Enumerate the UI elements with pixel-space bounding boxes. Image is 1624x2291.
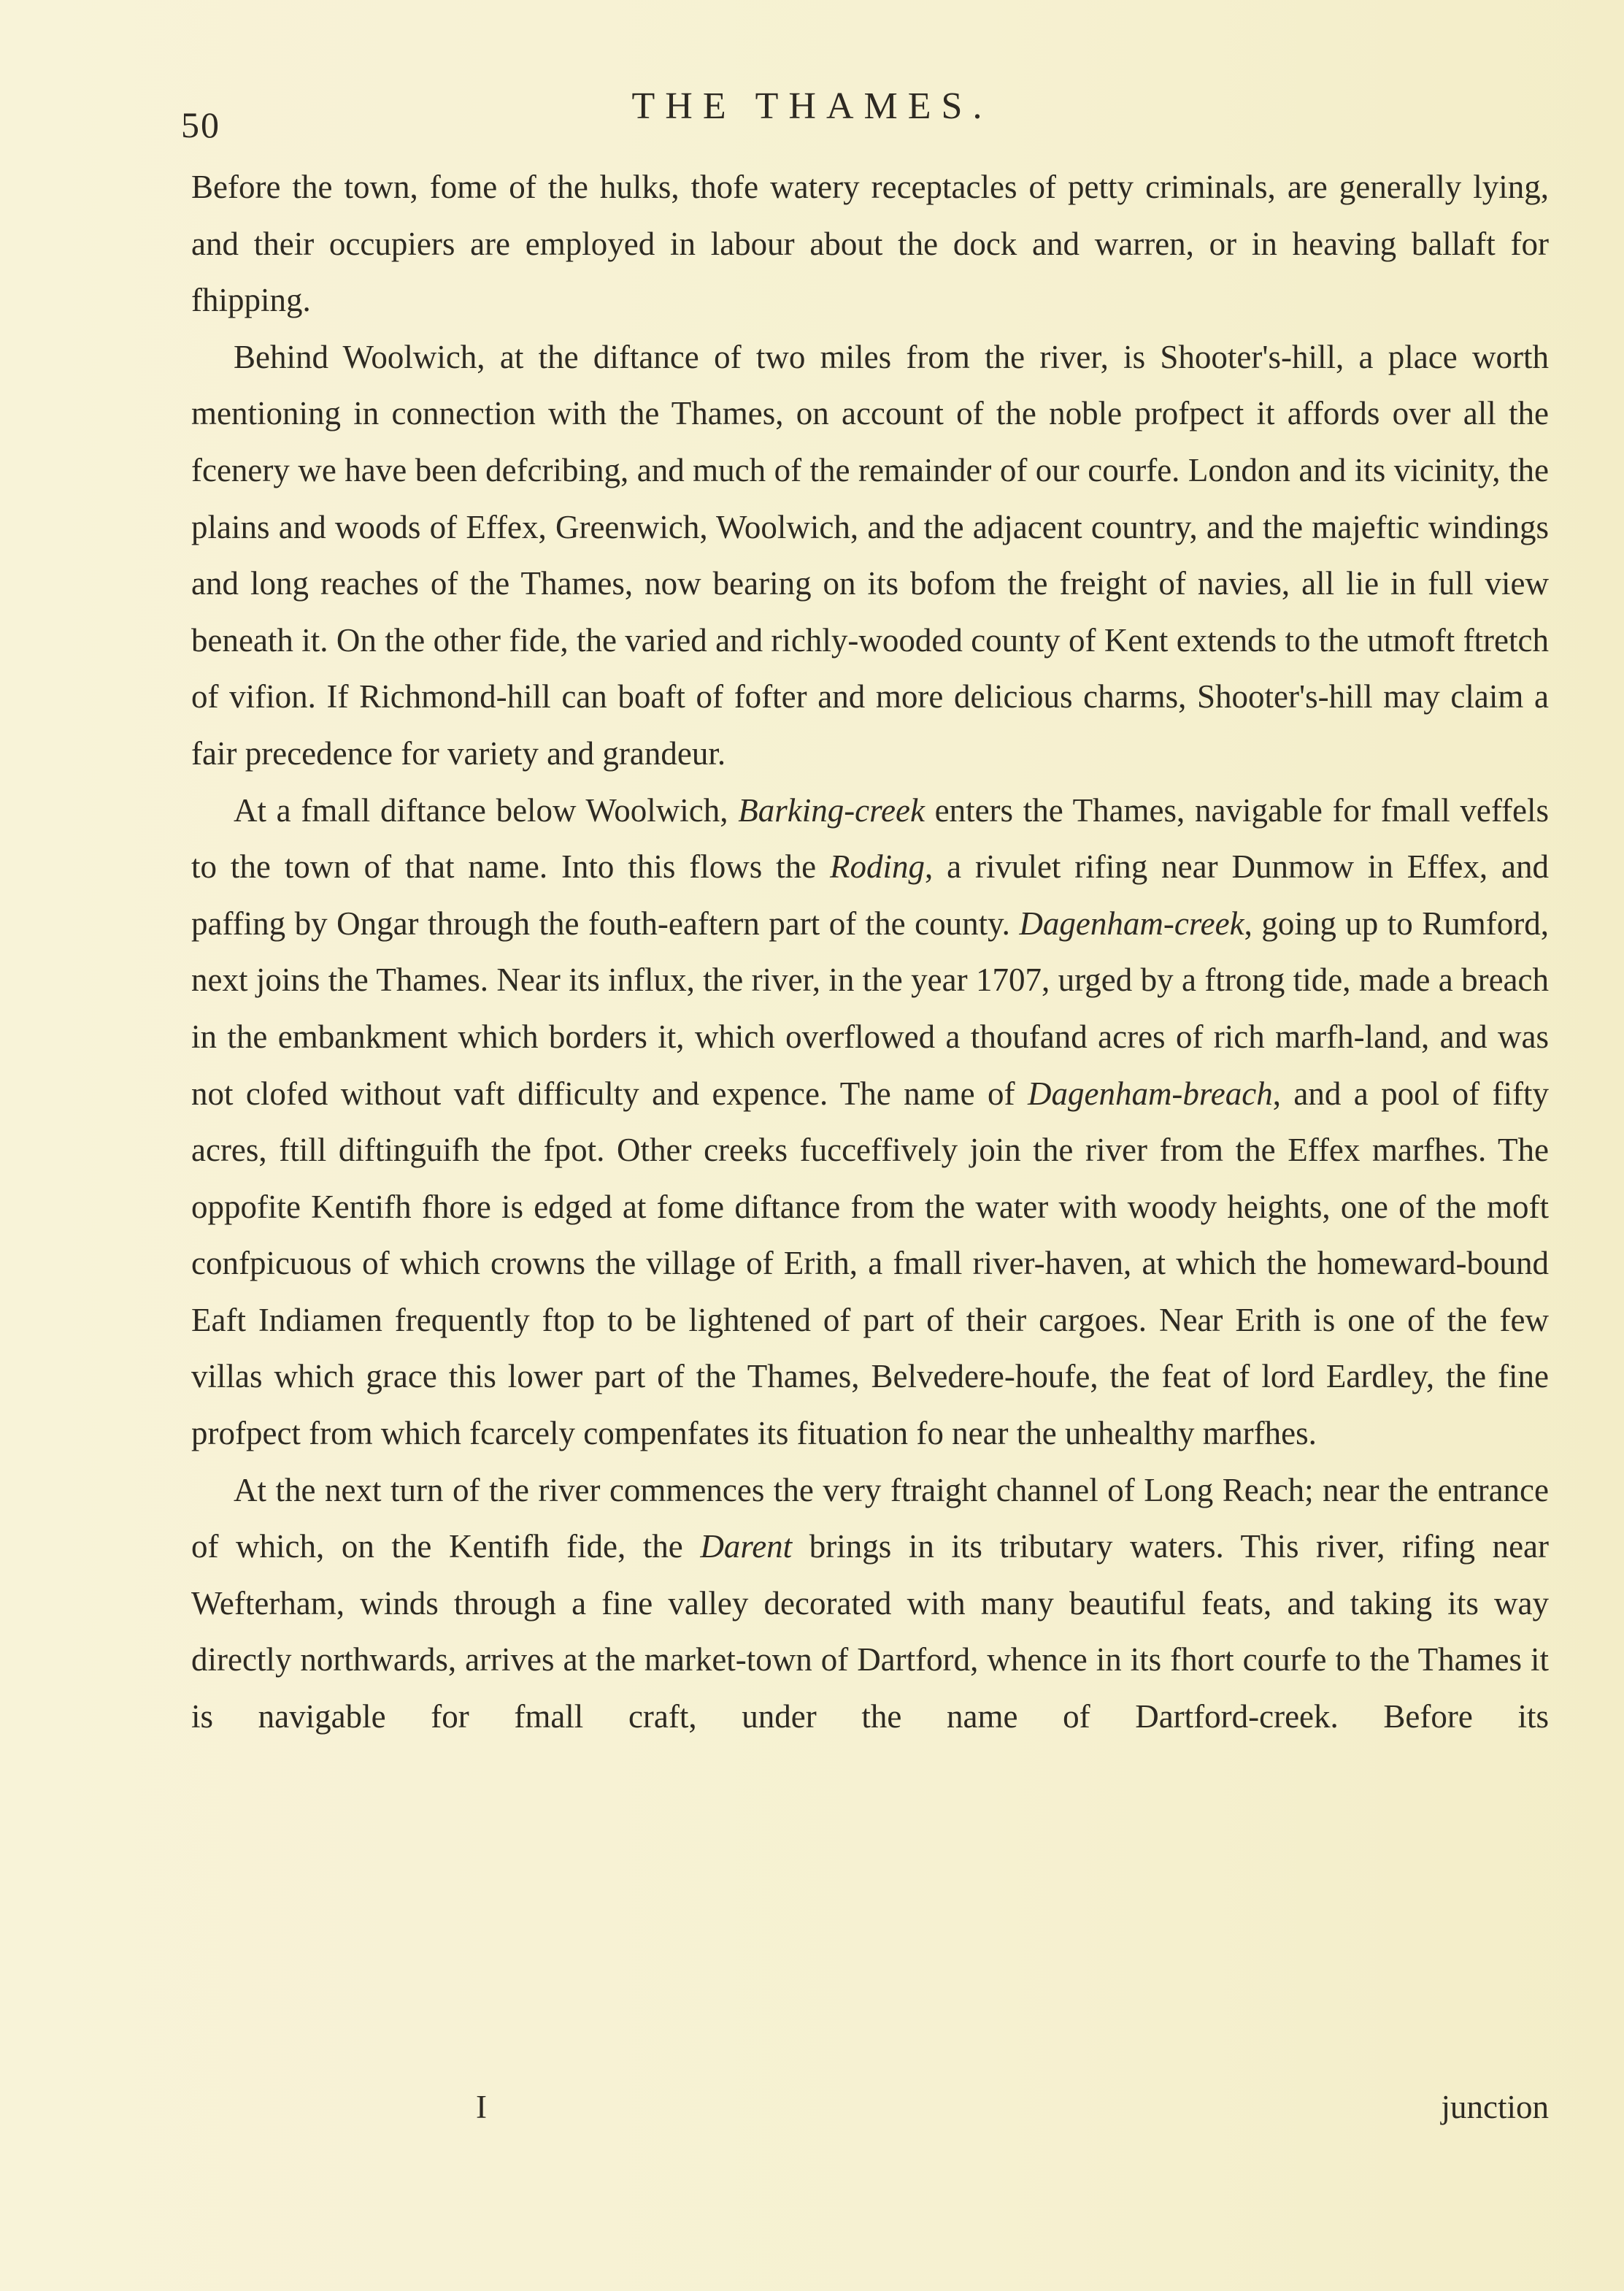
paragraph-shooters-hill: Behind Woolwich, at the diftance of two miles from the river, is Shooter's-hill, a place worth mentioning in connection with the Thames, on account of the noble profpect it affords over all the fcenery we have been defcribing, and much of the remainder of our courfe. London and its vicinity, the plains and woods of Effex, Greenwich, Woolwich, and the adjacent country, and the majeftic windings and long reaches of the Thames, now bearing on its bofom the freight of navies, all lie in full view beneath it. On the other fide, the varied and richly-wooded county of Kent extends to the utmoft ftretch of vifion. If Richmond-hill can boaft of fofter and more delicious charms, Shooter's-hill may claim a fair precedence for variety and grandeur. xyxy=(191,338,1549,772)
body-text xyxy=(191,159,1549,1746)
catchword: junction xyxy=(1441,2089,1549,2125)
paragraph-barking-creek xyxy=(191,783,1549,1462)
page-footer xyxy=(191,2088,1549,2139)
signature-mark: I xyxy=(476,2089,487,2125)
place-dagenham-creek: Dagenham-creek xyxy=(1019,905,1244,942)
paragraph-hulks: Before the town, fome of the hulks, thofe watery receptacles of petty criminals, are generally lying, and their occupiers are employed in labour about the dock and warren, or in heaving ballaft for fhipping. xyxy=(191,169,1549,319)
text-run: , and a pool of fifty acres, ftill diftinguifh the fpot. Other creeks fucceffively join the river from the Effex marfhes. The oppofite Kentifh fhore is edged at fome diftance from the water with woody heights, one of the moft confpicuous of which crowns the village of Erith, a fmall river-haven, at which the homeward-bound Eaft Indiamen frequently ftop to be lightened of part of their cargoes. Near Erith is one of the few villas which grace this lower part of the Thames, Belvedere-houfe, the feat of lord Eardley, the fine profpect from which fcarcely compenfates its fituation fo near the unhealthy marfhes. xyxy=(191,1075,1549,1452)
text-run: At a fmall diftance below Woolwich, xyxy=(234,791,739,829)
text-run: brings in its tributary waters. This river, rifing near Wefterham, winds through a fine valley decorated with many beautiful feats, and taking its way directly northwards, arrives at the market-town of Dartford, whence in its fhort courfe to the Thames it is navigable for fmall craft, under the name of Dartford-creek. Before its xyxy=(191,1528,1550,1735)
place-dagenham-breach: Dagenham-breach xyxy=(1027,1075,1273,1112)
text-run: , a rivulet rifing near Dunmow in Effex, and paffing by Ongar through the fouth-eaftern part of the county. xyxy=(191,848,1549,942)
paragraph-long-reach xyxy=(191,1462,1549,1746)
text-run: , going up to Rumford, next joins the Thames. Near its influx, the river, in the year 1707, urged by a ftrong tide, made a breach in the embankment which borders it, which overflowed a thoufand acres of rich marfh-land, and was not clofed without vaft difficulty and expence. The name of xyxy=(191,905,1549,1112)
place-roding: Roding xyxy=(829,848,925,886)
text-run: enters the Thames, navigable for fmall veffels to the town of that name. Into this flows the xyxy=(191,791,1549,886)
running-title: THE THAMES. xyxy=(631,85,993,127)
text-run: At the next turn of the river commences the very ftraight channel of Long Reach; near the entrance of which, on the Kentifh fide, the xyxy=(191,1471,1549,1565)
place-barking-creek: Barking-creek xyxy=(738,791,925,829)
page-number: 50 xyxy=(181,104,220,145)
place-darent: Darent xyxy=(700,1528,793,1565)
